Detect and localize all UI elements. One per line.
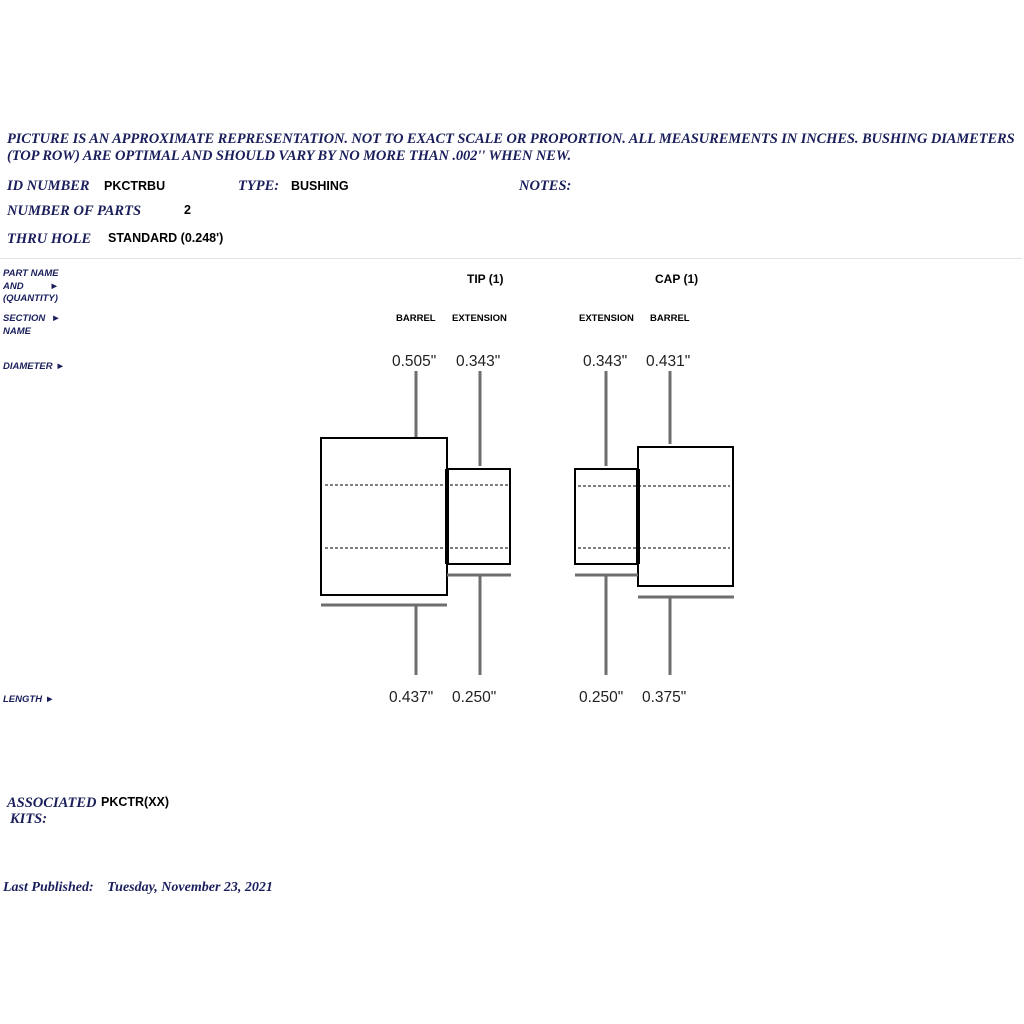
tip-part-header: TIP (1): [467, 272, 504, 286]
cap-part-header: CAP (1): [655, 272, 699, 286]
cap-barrel-body: [638, 447, 733, 586]
type-label: TYPE:: [238, 178, 280, 194]
cap-extension-body: [575, 469, 638, 564]
diameter-row-label: DIAMETER ►: [3, 361, 66, 372]
arrow-right-icon: ►: [51, 313, 61, 324]
tip-extension-diameter: 0.343": [456, 353, 501, 370]
part-name-row-label: PART NAME AND ► (QUANTITY): [3, 268, 59, 304]
disclaimer-text: PICTURE IS AN APPROXIMATE REPRESENTATION. NOT TO EXACT SCALE OR PROPORTION. ALL MEASUREMENTS IN INCHES. BUSHING DIAMETERS (TOP ROW) ARE OPTIMAL AND SHOULD VARY BY NO MORE THAN .002'' WHEN NEW.: [7, 131, 1015, 164]
section-name-row-label: SECTION ► NAME: [3, 313, 61, 337]
number-of-parts-label: NUMBER OF PARTS: [7, 203, 142, 219]
cap-barrel-diameter: 0.431": [646, 353, 691, 370]
thru-hole-value: STANDARD (0.248'): [108, 231, 224, 245]
tip-part-drawing: [321, 371, 511, 675]
id-number-value: PKCTRBU: [104, 179, 166, 193]
tip-barrel-section-name: BARREL: [396, 313, 436, 324]
cap-extension-diameter: 0.343": [583, 353, 628, 370]
tip-extension-body: [447, 469, 510, 564]
arrow-right-icon: ►: [45, 694, 55, 705]
last-published: [3, 880, 273, 896]
cap-barrel-section-name: BARREL: [650, 313, 690, 324]
tip-barrel-length: 0.437": [389, 689, 434, 706]
id-number-label: ID NUMBER: [7, 178, 90, 194]
tip-extension-length: 0.250": [452, 689, 497, 706]
cap-part-drawing: [575, 371, 734, 675]
arrow-right-icon: ►: [55, 361, 66, 372]
length-row-label: LENGTH ►: [3, 694, 55, 705]
associated-kits-value: PKCTR(XX): [101, 795, 170, 809]
arrow-right-icon: ►: [49, 280, 59, 292]
last-published-date: Tuesday, November 23, 2021: [107, 880, 273, 895]
associated-kits-label: ASSOCIATED KITS:: [7, 795, 97, 827]
type-value: BUSHING: [291, 179, 349, 193]
tip-barrel-diameter: 0.505": [392, 353, 437, 370]
thru-hole-label: THRU HOLE: [7, 231, 92, 247]
cap-extension-section-name: EXTENSION: [579, 313, 634, 324]
cap-barrel-length: 0.375": [642, 689, 687, 706]
last-published-label: Last Published:: [3, 880, 94, 895]
tip-extension-section-name: EXTENSION: [452, 313, 507, 324]
number-of-parts-value: 2: [184, 203, 191, 217]
cap-extension-length: 0.250": [579, 689, 624, 706]
notes-label: NOTES:: [519, 178, 572, 194]
tip-barrel-body: [321, 438, 447, 595]
